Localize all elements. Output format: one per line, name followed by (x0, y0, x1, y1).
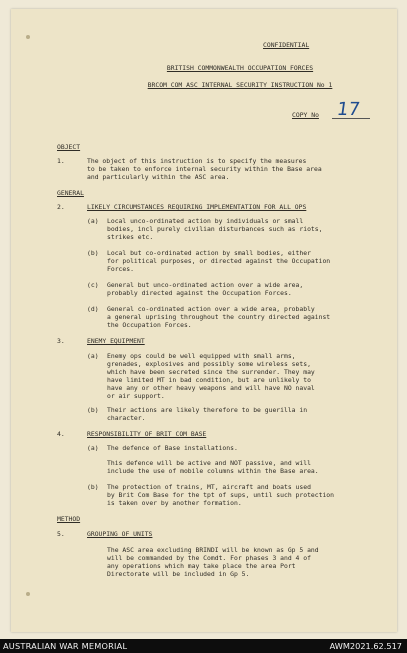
item-line: Forces. (107, 265, 134, 273)
para2-heading: LIKELY CIRCUMSTANCES REQUIRING IMPLEMENTATION FOR ALL OPS (87, 203, 307, 211)
section-heading-general: GENERAL (57, 189, 84, 197)
archive-footer (0, 639, 407, 653)
para5-line: any operations which may take place the area Port (107, 562, 296, 570)
para5-line: Directorate will be included in Gp 5. (107, 570, 250, 578)
item-line: include the use of mobile columns within the Base area. (107, 467, 319, 475)
para3-heading: ENEMY EQUIPMENT (87, 337, 145, 345)
item-line: by Brit Com Base for the tpt of sups, until such protection (107, 491, 335, 499)
copy-number-underline (332, 118, 370, 119)
para-number: 3. (57, 337, 65, 345)
item-label: (a) (87, 444, 99, 452)
footer-reference: AWM2021.62.517 (329, 641, 402, 651)
item-label: (a) (87, 217, 99, 225)
para4-heading: RESPONSIBILITY OF BRIT COM BASE (87, 430, 207, 438)
para5-heading: GROUPING OF UNITS (87, 530, 153, 538)
item-label: (b) (87, 249, 99, 257)
section-heading-method: METHOD (57, 515, 81, 523)
item-line: probably directed against the Occupation Forces. (107, 289, 292, 297)
punch-hole (26, 592, 30, 596)
item-line: The protection of trains, MT, aircraft and boats used (107, 483, 311, 491)
classification-label: CONFIDENTIAL (263, 41, 310, 49)
item-label: (b) (87, 483, 99, 491)
document-subtitle: BRCOM COM ASC INTERNAL SECURITY INSTRUCTION No 1 (147, 81, 333, 89)
item-label: (b) (87, 406, 99, 414)
item-line: grenades, explosives and possibly some wireless sets, (107, 360, 311, 368)
section-heading-object: OBJECT (57, 143, 81, 151)
item-line: or air support. (107, 392, 165, 400)
item-line: the Occupation Forces. (107, 321, 192, 329)
item-label: (c) (87, 281, 99, 289)
para-number: 1. (57, 157, 65, 165)
item-line: which have been secreted since the surrender. They may (107, 368, 315, 376)
item-label: (a) (87, 352, 99, 360)
item-line: character. (107, 414, 146, 422)
para1-line: to be taken to enforce internal security within the Base area (87, 165, 322, 173)
item-line: General co-ordinated action over a wide area, probably (107, 305, 315, 313)
item-line: is taken over by another formation. (107, 499, 242, 507)
para5-line: The ASC area excluding BRINDI will be known as Gp 5 and (107, 546, 319, 554)
item-line: The defence of Base installations. (107, 444, 238, 452)
footer-institution: AUSTRALIAN WAR MEMORIAL (3, 641, 128, 651)
item-label: (d) (87, 305, 99, 313)
item-line: Local but co-ordinated action by small bodies, either (107, 249, 311, 257)
item-line: strikes etc. (107, 233, 154, 241)
para1-line: The object of this instruction is to specify the measures (87, 157, 307, 165)
document-title: BRITISH COMMONWEALTH OCCUPATION FORCES (166, 64, 314, 72)
punch-hole (26, 35, 30, 39)
para1-line: and particularly within the ASC area. (87, 173, 230, 181)
para5-line: will be commanded by the Comdt. For phases 3 and 4 of (107, 554, 311, 562)
item-line: Their actions are likely therefore to be guerilla in (107, 406, 308, 414)
item-line: Local unco-ordinated action by individuals or small (107, 217, 304, 225)
copy-label: COPY No (292, 111, 319, 119)
para-number: 4. (57, 430, 65, 438)
item-line: for political purposes, or directed against the Occupation (107, 257, 331, 265)
item-line: have any or other heavy weapons and will have NO naval (107, 384, 315, 392)
copy-number: 17 (335, 99, 362, 120)
item-line: have limited MT in bad condition, but are unlikely to (107, 376, 311, 384)
para-number: 2. (57, 203, 65, 211)
item-line: a general uprising throughout the country directed against (107, 313, 331, 321)
item-line: bodies, incl purely civilian disturbances such as riots, (107, 225, 323, 233)
para-number: 5. (57, 530, 65, 538)
item-line: This defence will be active and NOT passive, and will (107, 459, 311, 467)
item-line: General but unco-ordinated action over a wide area, (107, 281, 304, 289)
item-line: Enemy ops could be well equipped with small arms, (107, 352, 296, 360)
